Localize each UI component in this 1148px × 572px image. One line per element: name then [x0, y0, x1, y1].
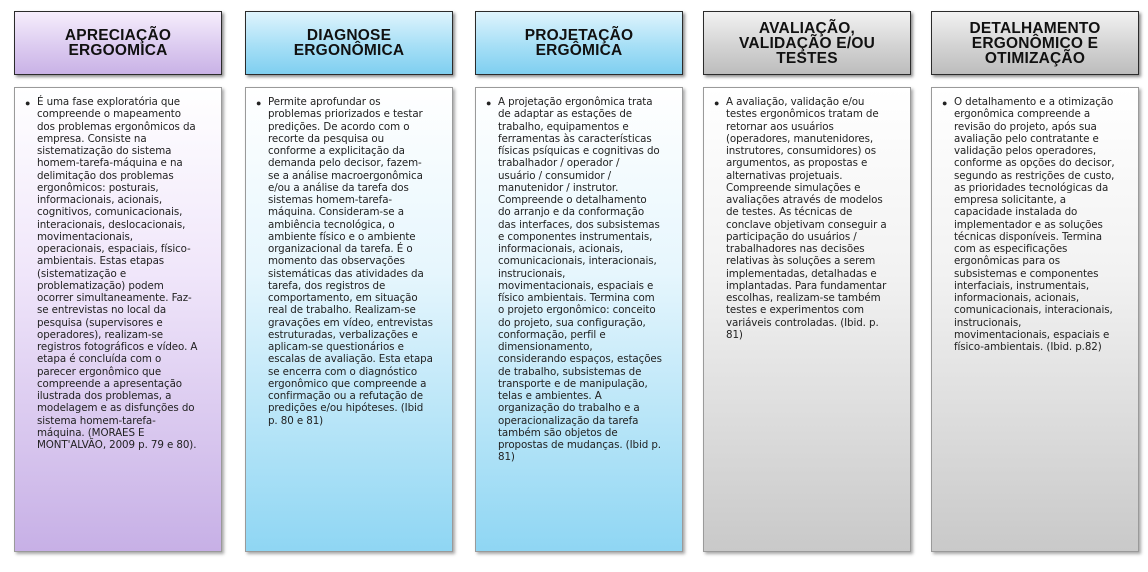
- bullet-icon: ●: [256, 98, 262, 108]
- bullet-item: [942, 96, 1132, 353]
- bullet-item: [256, 96, 446, 427]
- bullet-item: [25, 96, 215, 451]
- column-header: [245, 11, 453, 75]
- column-title: DIAGNOSE ERGONÔMICA: [293, 27, 405, 59]
- column-header: [475, 11, 683, 75]
- column-body: [14, 87, 222, 552]
- column-title: PROJETAÇÃO ERGÔMICA: [524, 27, 634, 59]
- column-text: A avaliação, validação e/ou testes ergonômicos tratam de retornar aos usuários (operadores, manutenidores, instrutores, consumidores) os argumentos, as propostas e alternativas projetuais. Compreende simulações e avaliações através de modelos de testes. As técnicas de conclave objetivam conseguir a participação do usuários / trabalhadores nas decisões relativas às soluções a serem implementadas, detalhadas e implantadas. Para fundamentar escolhas, realizam-se também testes e experimentos com variáveis controladas. (Ibid. p. 81): [726, 96, 887, 341]
- column-title: APRECIAÇÃO ERGOOMICA: [64, 27, 172, 59]
- bullet-icon: ●: [942, 98, 948, 108]
- bullet-item: [486, 96, 676, 464]
- bullet-icon: ●: [486, 98, 492, 108]
- column-body: [245, 87, 453, 552]
- column-text: O detalhamento e a otimização ergonômica compreende a revisão do projeto, após sua avaliação pelo contratante e validação pelos operadores, conforme as opções do decisor, segundo as restrições de custo, as prioridades tecnológicas da empresa solicitante, a capacidade instalada do implementador e as soluções técnicas disponíveis. Termina com as especificações ergonômicas para os subsistemas e componentes interfaciais, instrumentais, informacionais, acionais, comunicacionais, interacionais, instrucionais, movimentacionais, espaciais e físico-ambientais. (Ibid. p.82): [954, 96, 1115, 353]
- column-text: A projetação ergonômica trata de adaptar as estações de trabalho, equipamentos e ferramentas às características físicas psíquicas e cognitivas do trabalhador / operador / usuário / consumidor / manutenidor / instrutor. Compreende o detalhamento do arranjo e da conformação das interfaces, dos subsistemas e componentes instrumentais, informacionais, acionais, comunicacionais, interacionais, instrucionais, movimentacionais, espaciais e físico ambientais. Termina com o projeto ergonômico: conceito do projeto, sua configuração, conformação, perfil e dimensionamento, considerando espaços, estações de trabalho, subsistemas de transporte e de manipulação, telas e ambientes. A organização do trabalho e a operacionalização da tarefa também são objetos de propostas de mudanças. (Ibid p. 81): [498, 96, 662, 464]
- bullet-item: [714, 96, 904, 341]
- column-title: AVALIAÇÃO, VALIDAÇÃO E/OU TESTES: [739, 19, 875, 67]
- column-body: [931, 87, 1139, 552]
- column-body: [703, 87, 911, 552]
- column-title: DETALHAMENTO ERGONÔMICO E OTIMIZAÇÃO: [969, 19, 1101, 67]
- column-header: [14, 11, 222, 75]
- column-text: Permite aprofundar os problemas priorizados e testar predições. De acordo com o recorte da pesquisa ou conforme a explicitação da demanda pelo decisor, fazem- se a análise macroergonômica e/ou a análise da tarefa dos sistemas homem-tarefa- máquina. Consideram-se a ambiência tecnológica, o ambiente físico e o ambiente organizacional da tarefa. É o momento das observações sistemáticas das atividades da tarefa, dos registros de comportamento, em situação real de trabalho. Realizam-se gravações em vídeo, entrevistas estruturadas, verbalizações e aplicam-se questionários e escalas de avaliação. Esta etapa se encerra com o diagnóstico ergonômico que compreende a confirmação ou a refutação de predições e/ou hipóteses. (Ibid p. 80 e 81): [268, 96, 433, 427]
- column-header: [931, 11, 1139, 75]
- column-text: É uma fase exploratória que compreende o mapeamento dos problemas ergonômicos da empresa. Consiste na sistematização do sistema homem-tarefa-máquina e na delimitação dos problemas ergonômicos: posturais, informacionais, acionais, cognitivos, comunicacionais, interacionais, deslocacionais, movimentacionais, operacionais, espaciais, físico- ambientais. Estas etapas (sistematização e problematização) podem ocorrer simultaneamente. Faz- se entrevistas no local da pesquisa (supervisores e operadores), realizam-se registros fotográficos e vídeo. A etapa é concluída com o parecer ergonômico que compreende a apresentação ilustrada dos problemas, a modelagem e as disfunções do sistema homem-tarefa- máquina. (MORAES E MONT'ALVÃO, 2009 p. 79 e 80).: [37, 96, 198, 451]
- bullet-icon: ●: [714, 98, 720, 108]
- column-header: [703, 11, 911, 75]
- bullet-icon: ●: [25, 98, 31, 108]
- column-body: [475, 87, 683, 552]
